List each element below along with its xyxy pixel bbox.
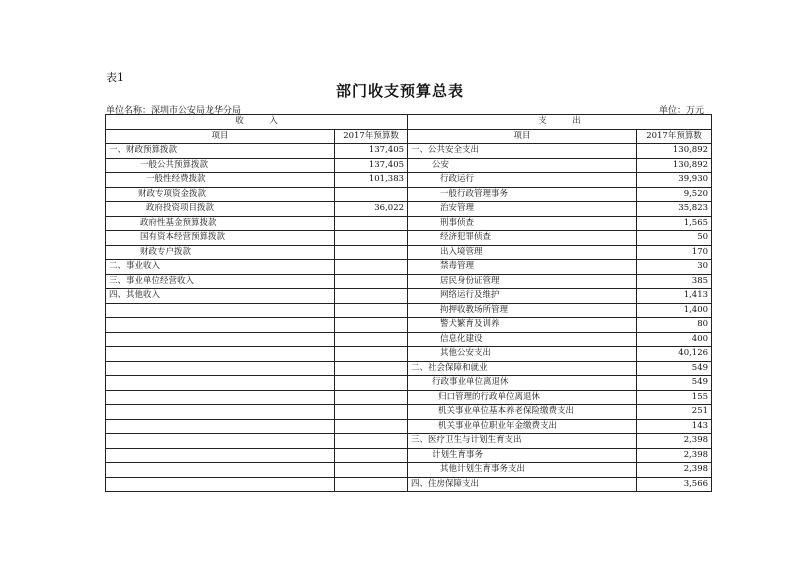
income-value [335,274,408,289]
expense-header: 支 出 [408,115,712,130]
expense-item: 出入境管理 [408,245,637,260]
income-budget-header: 2017年预算数 [335,129,408,144]
expense-item-header: 项目 [408,129,637,144]
expense-value: 549 [637,361,712,376]
expense-item: 刑事侦查 [408,216,637,231]
expense-value: 39,930 [637,173,712,188]
expense-value: 251 [637,405,712,420]
expense-item: 归口管理的行政单位离退休 [408,390,637,405]
income-item: 一般公共预算拨款 [106,158,335,173]
table-row [106,477,712,492]
expense-value: 2,398 [637,448,712,463]
income-value [335,390,408,405]
income-item [106,405,335,420]
table-row [106,448,712,463]
expense-value: 1,565 [637,216,712,231]
expense-item: 居民身份证管理 [408,274,637,289]
income-item: 一般性经费拨款 [106,173,335,188]
expense-item: 公安 [408,158,637,173]
income-value [335,347,408,362]
income-value [335,419,408,434]
income-item: 四、其他收入 [106,289,335,304]
expense-item: 警犬繁育及训养 [408,318,637,333]
expense-item: 其他公安支出 [408,347,637,362]
expense-item: 机关事业单位基本养老保险缴费支出 [408,405,637,420]
expense-value: 143 [637,419,712,434]
table-row [106,390,712,405]
income-item [106,332,335,347]
table-row [106,318,712,333]
income-item: 三、事业单位经营收入 [106,274,335,289]
expense-value: 30 [637,260,712,275]
table-tag: 表1 [106,71,124,84]
income-item: 一、财政预算拨款 [106,144,335,159]
expense-item: 其他计划生育事务支出 [408,463,637,478]
expense-budget-header: 2017年预算数 [637,129,712,144]
income-value [335,448,408,463]
income-item [106,419,335,434]
income-value [335,332,408,347]
expense-item: 信息化建设 [408,332,637,347]
expense-item: 治安管理 [408,202,637,217]
table-row [106,347,712,362]
income-item [106,361,335,376]
income-item: 二、事业收入 [106,260,335,275]
expense-value: 80 [637,318,712,333]
table-row [106,289,712,304]
income-item: 国有资本经营预算拨款 [106,231,335,246]
income-value [335,303,408,318]
income-value [335,405,408,420]
expense-item: 行政事业单位离退休 [408,376,637,391]
income-item: 财政专项资金拨款 [106,187,335,202]
unit-name: 单位名称：深圳市公安局龙华分局 [106,106,242,116]
income-value [335,318,408,333]
income-value [335,260,408,275]
income-item [106,434,335,449]
income-item [106,448,335,463]
income-item [106,347,335,362]
table-row [106,245,712,260]
income-header: 收 入 [106,115,408,130]
unit-measure: 单位：万元 [658,106,704,116]
expense-value: 1,413 [637,289,712,304]
expense-value: 130,892 [637,144,712,159]
expense-item: 行政运行 [408,173,637,188]
income-value [335,245,408,260]
table-row [106,405,712,420]
expense-item: 一般行政管理事务 [408,187,637,202]
expense-value: 3,566 [637,477,712,492]
table-row [106,231,712,246]
expense-item: 网络运行及维护 [408,289,637,304]
expense-item: 二、社会保障和就业 [408,361,637,376]
income-item-header: 项目 [106,129,335,144]
expense-item: 四、住房保障支出 [408,477,637,492]
expense-value: 155 [637,390,712,405]
table-row [106,187,712,202]
income-value [335,434,408,449]
expense-item: 拘押收教场所管理 [408,303,637,318]
table-row [106,274,712,289]
table-row [106,144,712,159]
expense-value: 40,126 [637,347,712,362]
income-value [335,361,408,376]
table-row [106,434,712,449]
budget-table [105,114,712,492]
table-row [106,463,712,478]
expense-item: 机关事业单位职业年金缴费支出 [408,419,637,434]
section-header-row [106,115,712,130]
income-item: 政府投资项目拨款 [106,202,335,217]
income-item [106,390,335,405]
income-value: 101,383 [335,173,408,188]
page-title: 部门收支预算总表 [335,82,464,100]
income-item [106,463,335,478]
income-value [335,231,408,246]
expense-value: 35,823 [637,202,712,217]
expense-value: 9,520 [637,187,712,202]
income-value [335,477,408,492]
income-value: 137,405 [335,144,408,159]
table-row [106,260,712,275]
expense-item: 经济犯罪侦查 [408,231,637,246]
table-row [106,419,712,434]
income-value [335,187,408,202]
expense-item: 禁毒管理 [408,260,637,275]
expense-value: 2,398 [637,434,712,449]
table-row [106,361,712,376]
income-value [335,216,408,231]
income-item [106,303,335,318]
table-row [106,216,712,231]
income-item: 政府性基金预算拨款 [106,216,335,231]
expense-value: 50 [637,231,712,246]
expense-value: 1,400 [637,303,712,318]
income-item [106,318,335,333]
expense-item: 计划生育事务 [408,448,637,463]
column-header-row [106,129,712,144]
expense-value: 400 [637,332,712,347]
table-row [106,158,712,173]
income-item [106,477,335,492]
expense-value: 130,892 [637,158,712,173]
expense-value: 385 [637,274,712,289]
expense-item: 三、医疗卫生与计划生育支出 [408,434,637,449]
income-item [106,376,335,391]
table-row [106,173,712,188]
expense-value: 170 [637,245,712,260]
income-value [335,376,408,391]
expense-value: 2,398 [637,463,712,478]
income-item: 财政专户拨款 [106,245,335,260]
income-value [335,463,408,478]
table-row [106,202,712,217]
expense-value: 549 [637,376,712,391]
income-value [335,289,408,304]
table-row [106,332,712,347]
table-row [106,376,712,391]
income-value: 137,405 [335,158,408,173]
income-value: 36,022 [335,202,408,217]
expense-item: 一、公共安全支出 [408,144,637,159]
table-row [106,303,712,318]
